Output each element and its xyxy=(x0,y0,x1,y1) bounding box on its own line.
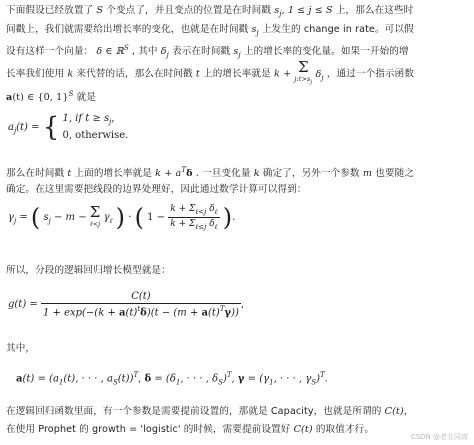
equation-logistic-growth: g(t) = $\frac{C(t)}{1 + \exp(-(k + a(t)^t\delta)(t - (m + a(t)^T\gamma))}$ , xyxy=(8,291,245,319)
para1-line4: 长率我们使用 k 来代替的话，那么在时间戳 t 上的增长率就是 k + Σ $j:t>s_j$ $\delta_j$ ，通过一个指示函数 xyxy=(6,58,415,86)
equation-indicator: $a_j(t)$ = { 1, if $t \ge s_j$, 0, otherwise. xyxy=(8,112,129,143)
sum-symbol: Σ $j:t>s_j$ xyxy=(294,58,313,86)
para2-line1: 那么在时间戳 t 上面的增长率就是 $k + a^T\delta$ . 一旦变化量 k 确定了，另外一个参数 m 也要随之 xyxy=(6,166,415,180)
para1-line2: 间戳上，我们就需要给出增长率的变化，也就是在时间戳 $s_j$ 上发生的 change in rate。可以假 xyxy=(6,24,414,37)
csdn-watermark: CSDN @老北同湾 xyxy=(410,433,468,441)
para5-line1: 在逻辑回归函数里面，有一个参数是需要提前设置的，那就是 Capacity，也就是所谓的 C(t)， xyxy=(6,406,414,417)
equation-vectors: $a(t) = (a_1(t)$, · · · , $a_S(t))^T$, $\delta = (\delta_1$, · · · , $\delta_S)^T$, $\gamma = (\gamma_1$, · · · , $\gamma_S)^T$. xyxy=(16,371,328,387)
para5-line2: 在使用 Prophet 的 growth = 'logistic' 的时候，需要提前设置好 C(t) 的取值才行。 xyxy=(6,424,375,435)
para4: 其中， xyxy=(6,343,36,354)
para2-line2: 确定。在这里需要把线段的边界处理好，因此通过数学计算可以得到： xyxy=(6,184,307,195)
para1-line3: 设有这样一个向量： δ ∈ ℝ$^S$ , 其中 $\delta_j$ 表示在时间戳 $s_j$ 上的增长率的变化量。如果一开始的增 xyxy=(6,44,409,60)
para1-line5: a(t) ∈ {0, 1}$^S$ 就是 xyxy=(6,90,97,104)
equation-gamma: $\gamma_j$ = ( $s_j - m$ − Σ ℓ<j $\gamma_\ell$ ) · ( 1 − $\frac{k + \Sigma_{\ell<j} \delta_\ell}{k + \Sigma_{\ell\le j} \delta_\ell}$ ). xyxy=(8,203,236,232)
para3: 所以，分段的逻辑回归增长模型就是： xyxy=(6,265,171,276)
para1-line1: 下面假设已经放置了 S 个变点了，并且变点的位置是在时间戳 $s_j$, 1 ≤ j ≤ S 上，那么在这些时 xyxy=(6,5,414,18)
